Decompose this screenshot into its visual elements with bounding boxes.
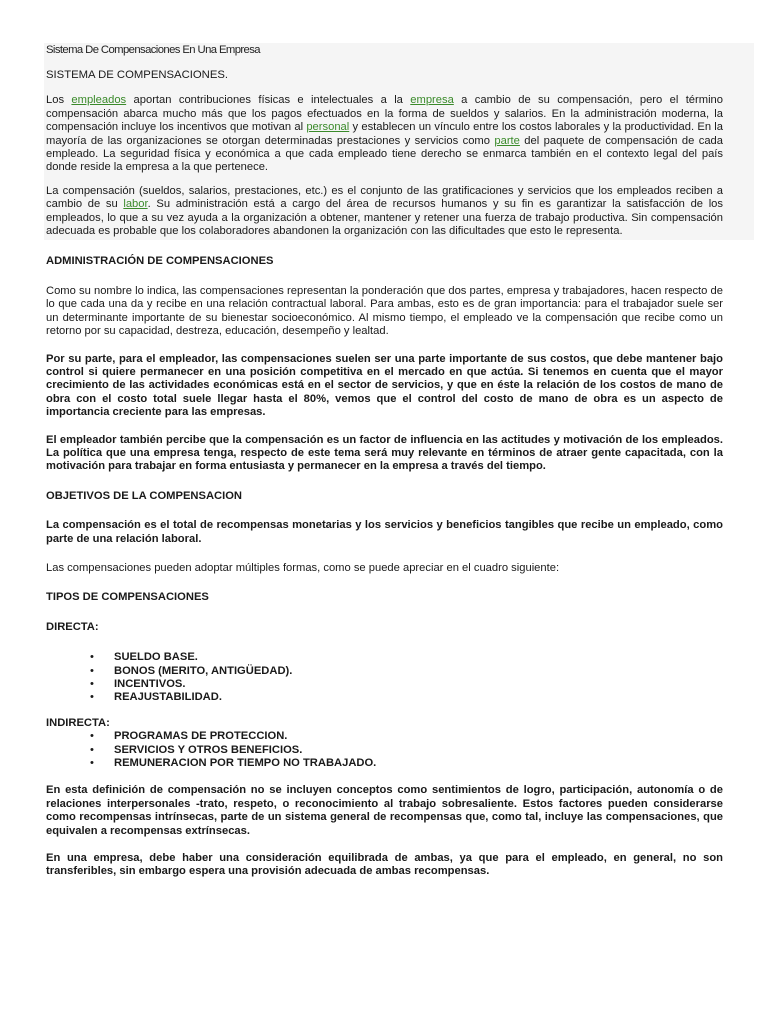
admin-paragraph-1: Como su nombre lo indica, las compensaciones representan la ponderación que dos partes, empresa y trabajadores, hacen respecto de lo que cada una da y recibe en una relación contractual laboral. Para ambas, esto es de gran importancia: para el trabajador suele ser un determinante importante de su bienestar socioeconómico. Al mismo tiempo, el empleado ve la compensación que recibe como un retorno por su capacidad, destreza, educación, desempeño y lealtad. — [46, 284, 723, 338]
admin-heading: ADMINISTRACIÓN DE COMPENSACIONES — [46, 255, 274, 268]
keyword-link-personal[interactable]: personal — [306, 121, 350, 134]
indirect-list-item — [90, 730, 723, 743]
intro-paragraph-2 — [46, 185, 723, 239]
indirect-list-item — [90, 757, 723, 770]
keyword-link-parte[interactable]: parte — [494, 134, 520, 147]
bullet-icon: • — [90, 664, 94, 677]
types-heading: TIPOS DE COMPENSACIONES — [46, 591, 209, 604]
paragraph-text: Los — [46, 94, 72, 107]
keyword-link-empleados[interactable]: empleados — [71, 94, 127, 107]
direct-list-item — [90, 665, 723, 678]
direct-list-item-label: SUELDO BASE. — [114, 651, 198, 664]
intro-paragraph-1 — [46, 94, 723, 174]
paragraph-text: La compensación (sueldos, salarios, prestaciones, etc.) es el conjunto de las gratificaciones y servicios que los empleados reciben a cambio de su — [46, 184, 723, 211]
intro-heading: SISTEMA DE COMPENSACIONES. — [46, 69, 229, 81]
direct-list — [46, 651, 723, 705]
paragraph-text: y establecen un vínculo entre los costos laborales y la productividad. En la mayoría de las organizaciones se otorgan determinadas prestaciones y servicios como — [46, 121, 723, 147]
direct-list-item — [90, 691, 723, 704]
direct-list-item-label: INCENTIVOS. — [114, 678, 186, 690]
direct-label: DIRECTA: — [46, 620, 99, 633]
admin-paragraph-2: Por su parte, para el empleador, las compensaciones suelen ser una parte importante de sus costos, que debe mantener bajo control si quiere permanecer en una posición competitiva en el mercado en que actúa. Si tenemos en cuenta que el mayor crecimiento de las actividades económicas está en el sector de servicios, y que en éste la relación de los costos de mano de obra con el costo total suele llegar hasta el 80%, vemos que el control del costo de mano de obra es un aspecto de importancia creciente para las empresas. — [46, 352, 723, 419]
direct-list-item — [90, 678, 723, 691]
closing-paragraph-1: En esta definición de compensación no se incluyen conceptos como sentimientos de logro, participación, autonomía o de relaciones interpersonales -trato, respeto, o reconocimiento al trabajo sobresaliente. Estos factores pueden considerarse como recompensas intrínsecas, parte de un sistema general de recompensas que, como tal, incluye las compensaciones, que equivalen a recompensas extrínsecas. — [46, 784, 723, 837]
bullet-icon: • — [90, 743, 94, 756]
indirect-list — [46, 730, 723, 770]
bullet-icon: • — [90, 757, 94, 770]
document-body — [46, 43, 723, 879]
page-title: Sistema De Compensaciones En Una Empresa — [46, 44, 260, 56]
paragraph-text: aportan contribuciones físicas e intelectuales a la — [126, 94, 411, 107]
keyword-link-empresa[interactable]: empresa — [410, 94, 454, 107]
admin-paragraph-3: El empleador también percibe que la compensación es un factor de influencia en las actitudes y motivación de los empleados. La política que una empresa tenga, respecto de este tema será muy relevante en términos de atraer gente capacitada, con la motivación para trabajar en forma entusiasta y permanecer en la empresa a través del tiempo. — [46, 433, 723, 473]
paragraph-text: del paquete de compensación de cada empleado. La seguridad física y económica a que cada empleado tiene derecho se enmarca también en el contexto legal del país donde reside la empresa a la que pertenece. — [46, 134, 723, 174]
direct-list-item-label: REAJUSTABILIDAD. — [114, 691, 222, 704]
indirect-list-item — [90, 744, 723, 757]
closing-paragraph-2: En una empresa, debe haber una consideración equilibrada de ambas, ya que para el empleado, en general, no son transferibles, sin embargo espera una provisión adecuada de ambas recompensas. — [46, 852, 723, 878]
indirect-list-item-label: SERVICIOS Y OTROS BENEFICIOS. — [114, 743, 303, 756]
paragraph-text: a cambio de su compensación, pero el término compensación abarca mucho más que los pagos efectuados en la forma de sueldos y salarios. En la administración moderna, la compensación incluye los incentivos que motivan al — [46, 94, 723, 134]
indirect-list-item-label: PROGRAMAS DE PROTECCION. — [114, 730, 288, 743]
indirect-list-item-label: REMUNERACION POR TIEMPO NO TRABAJADO. — [114, 757, 377, 770]
direct-list-item — [90, 651, 723, 664]
paragraph-text: . Su administración está a cargo del área de recursos humanos y su fin es garantizar la satisfacción de los empleados, lo que a su vez ayuda a la organización a obtener, mantener y retener una fuerza de trabajo productiva. Sin compensación adecuada es probable que los colaboradores abandonen la organización con las dificultades que esto le representa. — [46, 198, 723, 238]
objectives-paragraph-1: La compensación es el total de recompensas monetarias y los servicios y beneficios tangibles que recibe un empleado, como parte de una relación laboral. — [46, 519, 723, 545]
direct-list-item-label: BONOS (MERITO, ANTIGÜEDAD). — [114, 664, 293, 677]
bullet-icon: • — [90, 730, 94, 743]
objectives-heading: OBJETIVOS DE LA COMPENSACION — [46, 489, 243, 502]
bullet-icon: • — [90, 691, 94, 704]
objectives-paragraph-2: Las compensaciones pueden adoptar múltiples formas, como se puede apreciar en el cuadro siguiente: — [46, 561, 560, 574]
bullet-icon: • — [90, 651, 94, 664]
indirect-label: INDIRECTA: — [46, 716, 110, 729]
keyword-link-labor[interactable]: labor — [123, 198, 148, 211]
bullet-icon: • — [90, 678, 94, 690]
